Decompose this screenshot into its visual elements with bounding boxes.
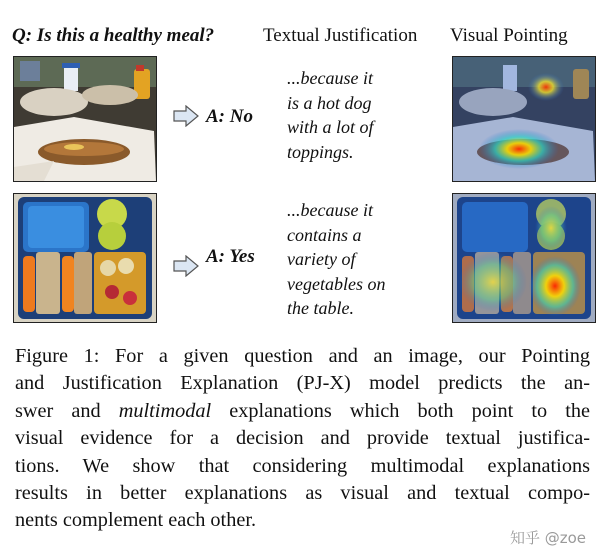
justification-line: ...because it <box>287 200 373 220</box>
caption-line: and Justification Explanation (PJ-X) model predicts the an- <box>15 372 590 395</box>
justification-row2 <box>287 198 437 321</box>
justification-line: is a hot dog <box>287 92 372 113</box>
caption-line: visual evidence for a decision and provide textual justifica- <box>15 427 590 450</box>
visual-pointing-header: Visual Pointing <box>450 25 568 46</box>
caption-line: results in better explanations as visual and textual compo- <box>15 482 590 505</box>
caption-line: Figure 1: For a given question and an image, our Pointing <box>15 345 590 367</box>
justification-line: with a lot of <box>287 117 374 137</box>
lunchbox-photo <box>13 193 157 323</box>
hotdog-attention-map <box>452 56 596 182</box>
answer-yes: A: Yes <box>206 246 255 267</box>
caption-emphasis: multimodal <box>118 399 212 422</box>
justification-line: vegetables on <box>287 273 386 294</box>
justification-line: ...because it <box>287 68 373 88</box>
caption-line: nents complement each other. <box>15 509 257 532</box>
justification-row1 <box>287 66 437 164</box>
arrow-right-icon <box>173 105 199 127</box>
textual-justification-header: Textual Justification <box>263 25 418 46</box>
question-text: Q: Is this a healthy meal? <box>12 25 215 46</box>
justification-line: variety of <box>287 249 356 269</box>
caption-line: tions. We show that considering multimodal explanations <box>15 454 590 477</box>
hotdog-photo <box>13 56 157 182</box>
justification-line: toppings. <box>287 141 354 162</box>
justification-line: the table. <box>287 298 354 318</box>
answer-no: A: No <box>206 106 253 127</box>
caption-line-start: swer and <box>15 399 119 422</box>
caption-line <box>15 398 590 425</box>
watermark: 知乎 @zoe <box>509 529 586 547</box>
caption-line-end: explanations which both point to the <box>211 399 591 422</box>
justification-line: contains a <box>287 224 362 245</box>
figure-caption <box>15 343 590 535</box>
arrow-right-icon <box>173 255 199 277</box>
lunchbox-attention-map <box>452 193 596 323</box>
